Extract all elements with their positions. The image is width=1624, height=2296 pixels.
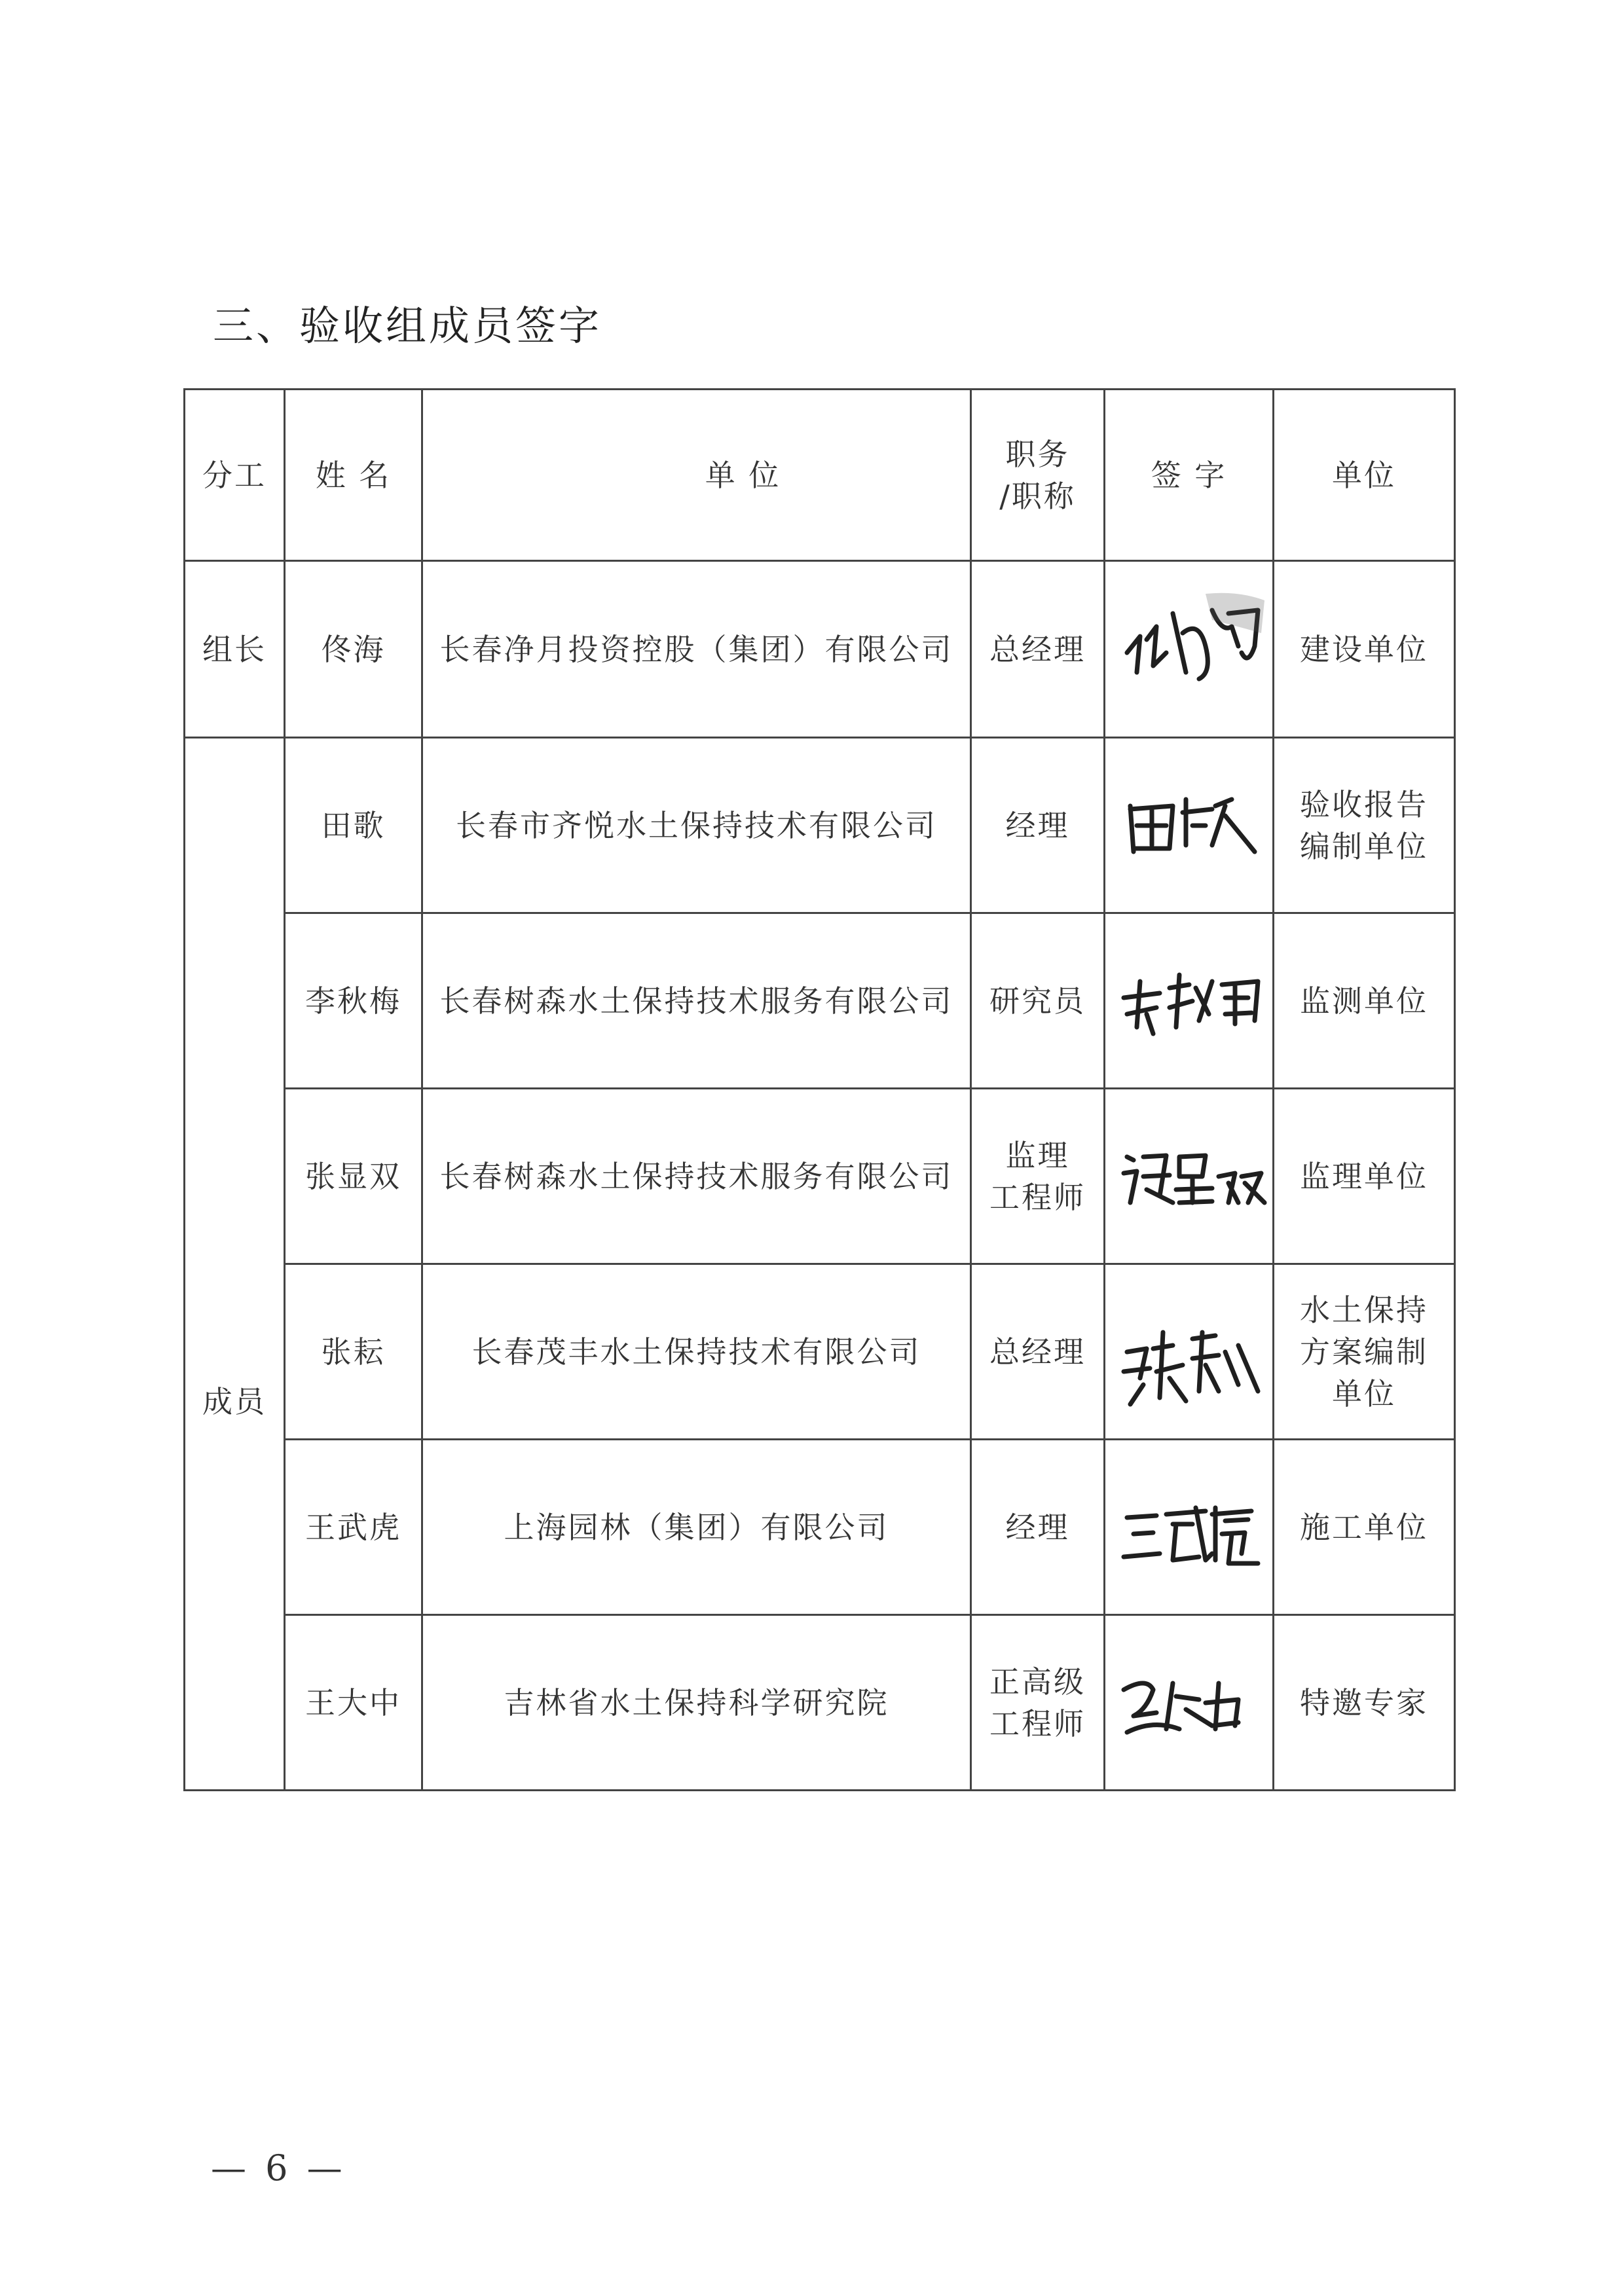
- member-unit-type: 监测单位: [1274, 913, 1455, 1089]
- leader-name: 佟海: [285, 561, 422, 738]
- page-number: — 6 —: [211, 2147, 346, 2189]
- member-title: 经理: [971, 1440, 1105, 1615]
- member-unit: 吉林省水土保持科学研究院: [422, 1615, 971, 1791]
- member-title: 研究员: [971, 913, 1105, 1089]
- header-unit-type: 单位: [1274, 390, 1455, 561]
- member-signature: [1105, 1089, 1274, 1264]
- table-row: [185, 738, 1455, 913]
- member-signature: [1105, 1615, 1274, 1791]
- member-name: 李秋梅: [285, 913, 422, 1089]
- member-signature: [1105, 913, 1274, 1089]
- member-unit: 上海园林（集团）有限公司: [422, 1440, 971, 1615]
- table-row: [185, 913, 1455, 1089]
- leader-unit-type: 建设单位: [1274, 561, 1455, 738]
- handwritten-signature-icon: [1107, 1286, 1271, 1417]
- member-unit-type: 监理单位: [1274, 1089, 1455, 1264]
- table-row: [185, 1440, 1455, 1615]
- member-signature: [1105, 738, 1274, 913]
- member-name: 张耘: [285, 1264, 422, 1440]
- header-signature: 签 字: [1105, 390, 1274, 561]
- handwritten-signature-icon: [1107, 574, 1271, 725]
- member-name: 田歌: [285, 738, 422, 913]
- member-name: 张显双: [285, 1089, 422, 1264]
- leader-unit: 长春净月投资控股（集团）有限公司: [422, 561, 971, 738]
- member-unit: 长春茂丰水土保持技术有限公司: [422, 1264, 971, 1440]
- section-title: 三、验收组成员签字: [213, 302, 602, 350]
- member-unit: 长春市齐悦水土保持技术有限公司: [422, 738, 971, 913]
- member-title: 经理: [971, 738, 1105, 913]
- table-row-leader: [185, 561, 1455, 738]
- member-unit: 长春树森水土保持技术服务有限公司: [422, 1089, 971, 1264]
- handwritten-signature-icon: [1107, 1462, 1271, 1593]
- member-name: 王武虎: [285, 1440, 422, 1615]
- member-unit: 长春树森水土保持技术服务有限公司: [422, 913, 971, 1089]
- table-header-row: [185, 390, 1455, 561]
- members-role: 成员: [185, 738, 285, 1791]
- header-name: 姓 名: [285, 390, 422, 561]
- header-title: [971, 390, 1105, 561]
- handwritten-signature-icon: [1107, 1111, 1271, 1242]
- member-title: 总经理: [971, 1264, 1105, 1440]
- header-title-line2: /职称: [999, 478, 1076, 514]
- acceptance-signature-table: [183, 388, 1456, 1791]
- handwritten-signature-icon: [1107, 936, 1271, 1066]
- table-row: [185, 1089, 1455, 1264]
- member-unit-type: 施工单位: [1274, 1440, 1455, 1615]
- table-row: [185, 1264, 1455, 1440]
- leader-signature: [1105, 561, 1274, 738]
- member-signature: [1105, 1264, 1274, 1440]
- handwritten-signature-icon: [1107, 760, 1271, 891]
- member-unit-type: 特邀专家: [1274, 1615, 1455, 1791]
- header-title-line1: 职务: [1005, 436, 1070, 472]
- handwritten-signature-icon: [1107, 1637, 1271, 1768]
- header-unit: 单 位: [422, 390, 971, 561]
- member-title: 监理 工程师: [971, 1089, 1105, 1264]
- member-signature: [1105, 1440, 1274, 1615]
- table-row: [185, 1615, 1455, 1791]
- member-unit-type: 水土保持 方案编制 单位: [1274, 1264, 1455, 1440]
- member-unit-type: 验收报告 编制单位: [1274, 738, 1455, 913]
- leader-role: 组长: [185, 561, 285, 738]
- header-role: 分工: [185, 390, 285, 561]
- member-name: 王大中: [285, 1615, 422, 1791]
- member-title: 正高级 工程师: [971, 1615, 1105, 1791]
- leader-title: 总经理: [971, 561, 1105, 738]
